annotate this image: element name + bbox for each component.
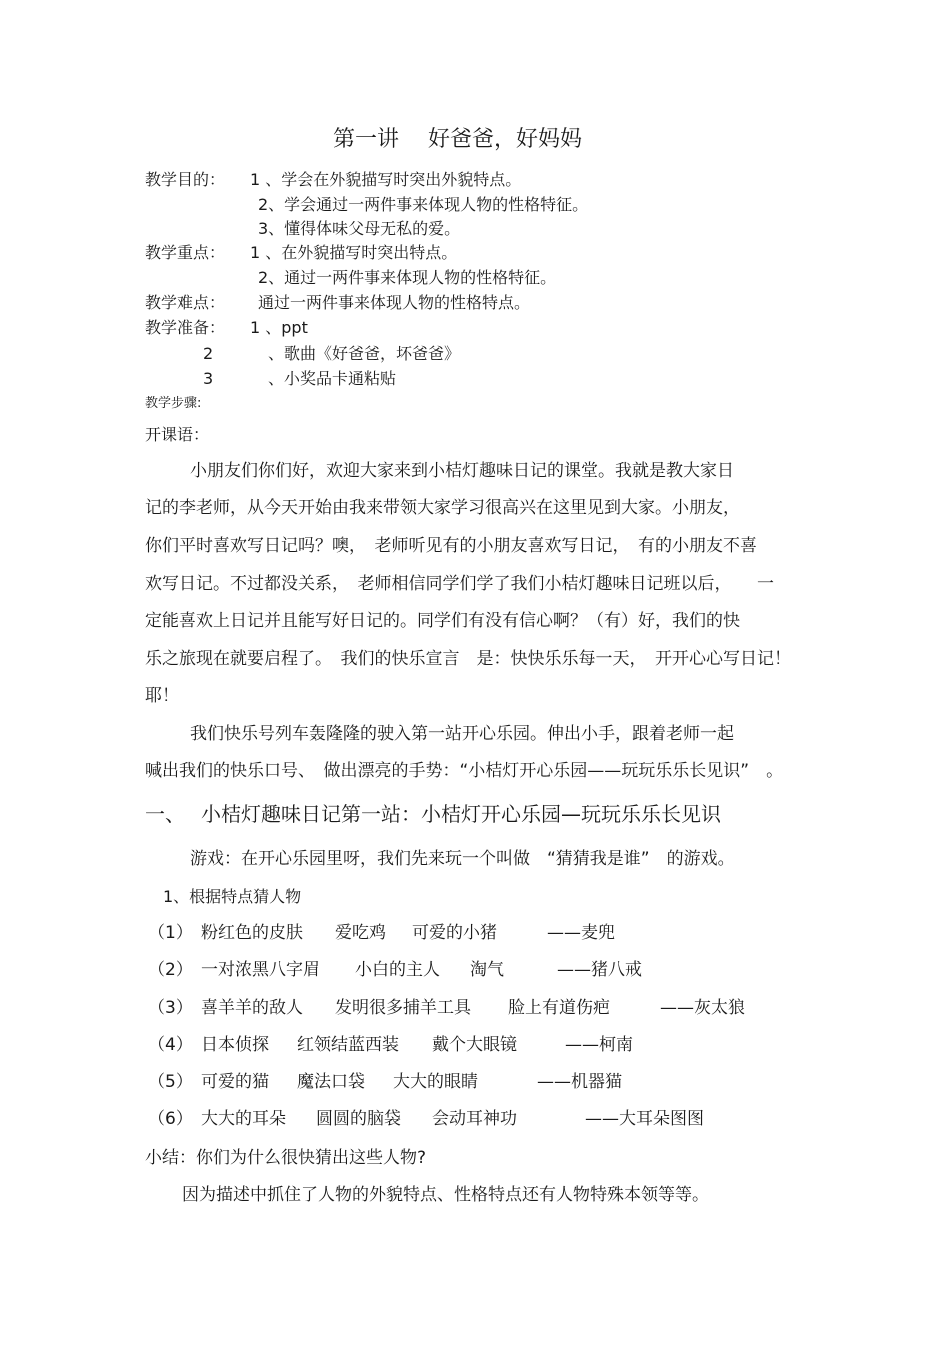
guess-clue: 大大的眼睛 [393,1072,478,1092]
guess-number: （4） [148,1035,193,1055]
summary-answer: 因为描述中抓住了人物的外貌特点、性格特点还有人物特殊本领等等。 [182,1185,709,1205]
guess-clue: 可爱的猫 [201,1072,269,1092]
preparation-item: 、小奖品卡通粘贴 [268,369,397,388]
guess-clue: 发明很多捕羊工具 [335,998,471,1018]
guess-clue: 日本侦探 [201,1035,269,1055]
key-point-item: 2、通过一两件事来体现人物的性格特征。 [258,268,557,287]
opening-label: 开课语： [145,425,210,444]
paragraph-line: 乐之旅现在就要启程了。 我们的快乐宣言 是：快快乐乐每一天， 开开心心写日记！ [145,649,791,669]
guess-answer: ——灰太狼 [660,998,745,1018]
key-points-label: 教学重点： [145,243,226,262]
guess-answer: ——机器猫 [537,1072,622,1092]
guess-answer: ——柯南 [565,1035,633,1055]
guess-number: （6） [148,1109,193,1129]
paragraph-line: 喊出我们的快乐口号、 做出漂亮的手势：“小桔灯开心乐园——玩玩乐乐长见识” 。 [145,761,784,781]
guess-number: （1） [148,923,193,943]
preparation-label: 教学准备： [145,318,226,337]
guess-clue: 大大的耳朵 [201,1109,286,1129]
guess-clue: 可爱的小猪 [412,923,497,943]
guess-clue: 红领结蓝西装 [297,1035,399,1055]
preparation-item-number: 3 [203,369,214,388]
game-intro: 游戏：在开心乐园里呀，我们先来玩一个叫做 “猜猜我是谁” 的游戏。 [190,849,735,869]
difficulties-label: 教学难点： [145,293,226,312]
section-number: 一、 [145,802,185,826]
guess-answer: ——大耳朵图图 [585,1109,704,1129]
objectives-label: 教学目的： [145,170,226,189]
guess-clue: 淘气 [470,960,504,980]
objective-item: 2、学会通过一两件事来体现人物的性格特征。 [258,195,589,214]
paragraph-line: 小朋友们你们好，欢迎大家来到小桔灯趣味日记的课堂。我就是教大家日 [190,461,734,481]
guess-number: （3） [148,998,193,1018]
guess-clue: 戴个大眼镜 [432,1035,517,1055]
guess-clue: 喜羊羊的敌人 [201,998,303,1018]
guess-clue: 脸上有道伤疤 [508,998,610,1018]
guess-clue: 小白的主人 [355,960,440,980]
difficulties-text: 通过一两件事来体现人物的性格特点。 [258,293,531,312]
preparation-item: 、歌曲《好爸爸，坏爸爸》 [268,344,461,363]
guess-clue: 魔法口袋 [297,1072,365,1092]
guess-answer: ——麦兜 [547,923,615,943]
preparation-item-number: 2 [203,344,214,363]
paragraph-line: 耶！ [145,686,179,706]
guess-answer: ——猪八戒 [557,960,642,980]
paragraph-line: 你们平时喜欢写日记吗？噢， 老师听见有的小朋友喜欢写日记， 有的小朋友不喜 [145,536,757,556]
guess-clue: 爱吃鸡 [335,923,386,943]
steps-label: 教学步骤: [145,396,202,411]
paragraph-line: 我们快乐号列车轰隆隆的驶入第一站开心乐园。伸出小手，跟着老师一起 [190,724,734,744]
objective-item: 3、懂得体味父母无私的爱。 [258,219,461,238]
paragraph-line: 记的李老师，从今天开始由我来带领大家学习很高兴在这里见到大家。小朋友， [145,498,740,518]
key-point-item: 1 、在外貌描写时突出特点。 [250,243,458,262]
guess-number: （2） [148,960,193,980]
guess-clue: 粉红色的皮肤 [201,923,303,943]
paragraph-line: 定能喜欢上日记并且能写好日记的。同学们有没有信心啊？（有）好，我们的快 [145,611,740,631]
guess-clue: 一对浓黑八字眉 [201,960,320,980]
objective-item: 1 、学会在外貌描写时突出外貌特点。 [250,170,522,189]
guess-clue: 圆圆的脑袋 [316,1109,401,1129]
section-heading: 小桔灯趣味日记第一站：小桔灯开心乐园—玩玩乐乐长见识 [201,802,721,826]
guess-number: （5） [148,1072,193,1092]
page-title: 第一讲 好爸爸，好妈妈 [333,127,582,152]
summary-question: 小结：你们为什么很快猜出这些人物? [145,1148,427,1168]
paragraph-line: 欢写日记。不过都没关系， 老师相信同学们学了我们小桔灯趣味日记班以后， 一 [145,574,774,594]
guess-clue: 会动耳神功 [432,1109,517,1129]
subheading: 1、根据特点猜人物 [163,887,302,906]
preparation-item: 1 、ppt [250,318,308,337]
